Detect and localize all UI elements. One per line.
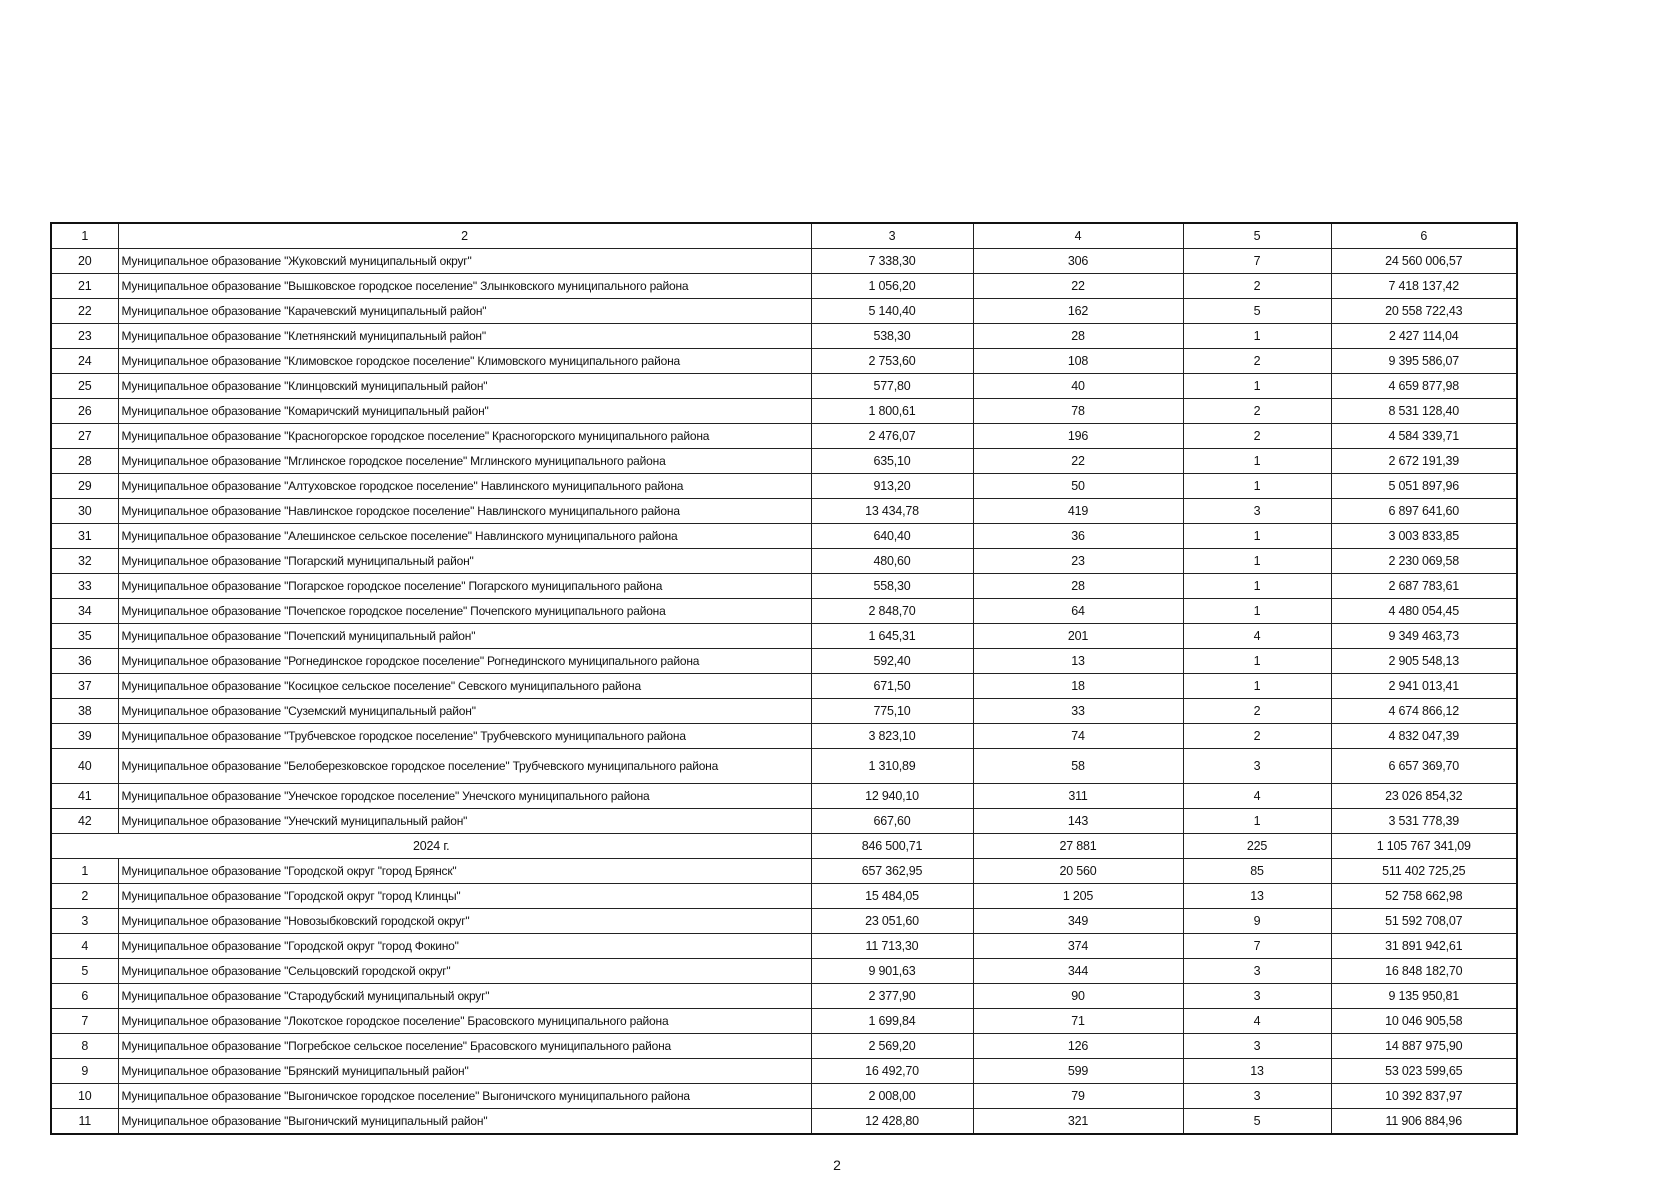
area-value: 1 310,89 bbox=[811, 749, 973, 784]
registry-table bbox=[50, 222, 1518, 1135]
area-value: 3 823,10 bbox=[811, 724, 973, 749]
amount-value: 52 758 662,98 bbox=[1331, 884, 1517, 909]
area-value: 12 428,80 bbox=[811, 1109, 973, 1135]
amount-value: 51 592 708,07 bbox=[1331, 909, 1517, 934]
residents-count: 22 bbox=[973, 274, 1183, 299]
municipality-name: Муниципальное образование "Городской округ "город Брянск" bbox=[118, 859, 811, 884]
header-cell-5: 5 bbox=[1183, 223, 1331, 249]
amount-value: 4 584 339,71 bbox=[1331, 424, 1517, 449]
amount-value: 7 418 137,42 bbox=[1331, 274, 1517, 299]
amount-value: 511 402 725,25 bbox=[1331, 859, 1517, 884]
amount-value: 3 003 833,85 bbox=[1331, 524, 1517, 549]
buildings-count: 3 bbox=[1183, 749, 1331, 784]
municipality-name: Муниципальное образование "Суземский муниципальный район" bbox=[118, 699, 811, 724]
buildings-count: 7 bbox=[1183, 934, 1331, 959]
residents-count: 90 bbox=[973, 984, 1183, 1009]
row-number: 7 bbox=[51, 1009, 118, 1034]
table-row bbox=[51, 1109, 1517, 1135]
municipality-name: Муниципальное образование "Вышковское городское поселение" Злынковского муниципального района bbox=[118, 274, 811, 299]
table-row bbox=[51, 749, 1517, 784]
residents-count: 143 bbox=[973, 809, 1183, 834]
buildings-count: 3 bbox=[1183, 959, 1331, 984]
residents-count: 108 bbox=[973, 349, 1183, 374]
residents-count: 28 bbox=[973, 574, 1183, 599]
buildings-count: 3 bbox=[1183, 1034, 1331, 1059]
row-number: 1 bbox=[51, 859, 118, 884]
area-value: 2 848,70 bbox=[811, 599, 973, 624]
buildings-count: 1 bbox=[1183, 474, 1331, 499]
buildings-count: 5 bbox=[1183, 299, 1331, 324]
area-value: 16 492,70 bbox=[811, 1059, 973, 1084]
header-cell-6: 6 bbox=[1331, 223, 1517, 249]
page-number: 2 bbox=[833, 1157, 841, 1173]
row-number: 40 bbox=[51, 749, 118, 784]
residents-count: 419 bbox=[973, 499, 1183, 524]
buildings-count: 1 bbox=[1183, 574, 1331, 599]
total-label: 2024 г. bbox=[51, 834, 811, 859]
area-value: 577,80 bbox=[811, 374, 973, 399]
residents-count: 74 bbox=[973, 724, 1183, 749]
buildings-count: 1 bbox=[1183, 549, 1331, 574]
table-row bbox=[51, 624, 1517, 649]
buildings-count: 5 bbox=[1183, 1109, 1331, 1135]
municipality-name: Муниципальное образование "Красногорское городское поселение" Красногорского муниципального района bbox=[118, 424, 811, 449]
municipality-name: Муниципальное образование "Белоберезковское городское поселение" Трубчевского муниципального района bbox=[118, 749, 811, 784]
municipality-name: Муниципальное образование "Стародубский муниципальный округ" bbox=[118, 984, 811, 1009]
area-value: 2 008,00 bbox=[811, 1084, 973, 1109]
row-number: 37 bbox=[51, 674, 118, 699]
table-row bbox=[51, 809, 1517, 834]
area-value: 7 338,30 bbox=[811, 249, 973, 274]
residents-count: 126 bbox=[973, 1034, 1183, 1059]
amount-value: 3 531 778,39 bbox=[1331, 809, 1517, 834]
buildings-count: 1 bbox=[1183, 524, 1331, 549]
municipality-name: Муниципальное образование "Алешинское сельское поселение" Навлинского муниципального района bbox=[118, 524, 811, 549]
municipality-name: Муниципальное образование "Трубчевское городское поселение" Трубчевского муниципального района bbox=[118, 724, 811, 749]
buildings-count: 2 bbox=[1183, 424, 1331, 449]
header-row bbox=[51, 223, 1517, 249]
municipality-name: Муниципальное образование "Локотское городское поселение" Брасовского муниципального района bbox=[118, 1009, 811, 1034]
amount-value: 5 051 897,96 bbox=[1331, 474, 1517, 499]
area-value: 2 753,60 bbox=[811, 349, 973, 374]
amount-value: 2 687 783,61 bbox=[1331, 574, 1517, 599]
amount-value: 20 558 722,43 bbox=[1331, 299, 1517, 324]
residents-count: 78 bbox=[973, 399, 1183, 424]
table-row bbox=[51, 274, 1517, 299]
municipality-name: Муниципальное образование "Почепское городское поселение" Почепского муниципального района bbox=[118, 599, 811, 624]
residents-count: 162 bbox=[973, 299, 1183, 324]
area-value: 671,50 bbox=[811, 674, 973, 699]
row-number: 5 bbox=[51, 959, 118, 984]
buildings-count: 2 bbox=[1183, 724, 1331, 749]
residents-count: 40 bbox=[973, 374, 1183, 399]
buildings-count: 1 bbox=[1183, 649, 1331, 674]
table-row bbox=[51, 249, 1517, 274]
header-cell-2: 2 bbox=[118, 223, 811, 249]
area-value: 913,20 bbox=[811, 474, 973, 499]
residents-count: 23 bbox=[973, 549, 1183, 574]
residents-count: 71 bbox=[973, 1009, 1183, 1034]
table-row bbox=[51, 599, 1517, 624]
buildings-count: 7 bbox=[1183, 249, 1331, 274]
municipality-name: Муниципальное образование "Унечское городское поселение" Унечского муниципального района bbox=[118, 784, 811, 809]
table-row bbox=[51, 884, 1517, 909]
municipality-name: Муниципальное образование "Городской округ "город Фокино" bbox=[118, 934, 811, 959]
total-residents: 27 881 bbox=[973, 834, 1183, 859]
municipality-name: Муниципальное образование "Унечский муниципальный район" bbox=[118, 809, 811, 834]
buildings-count: 13 bbox=[1183, 1059, 1331, 1084]
residents-count: 321 bbox=[973, 1109, 1183, 1135]
row-number: 27 bbox=[51, 424, 118, 449]
total-row-2024 bbox=[51, 834, 1517, 859]
municipality-name: Муниципальное образование "Рогнединское городское поселение" Рогнединского муниципального района bbox=[118, 649, 811, 674]
amount-value: 4 832 047,39 bbox=[1331, 724, 1517, 749]
table-row bbox=[51, 1009, 1517, 1034]
municipality-name: Муниципальное образование "Жуковский муниципальный округ" bbox=[118, 249, 811, 274]
row-number: 21 bbox=[51, 274, 118, 299]
row-number: 23 bbox=[51, 324, 118, 349]
row-number: 6 bbox=[51, 984, 118, 1009]
area-value: 635,10 bbox=[811, 449, 973, 474]
table-row bbox=[51, 474, 1517, 499]
buildings-count: 13 bbox=[1183, 884, 1331, 909]
table-row bbox=[51, 724, 1517, 749]
residents-count: 18 bbox=[973, 674, 1183, 699]
amount-value: 24 560 006,57 bbox=[1331, 249, 1517, 274]
registry-table-body bbox=[51, 223, 1517, 1134]
row-number: 11 bbox=[51, 1109, 118, 1135]
area-value: 13 434,78 bbox=[811, 499, 973, 524]
table-row bbox=[51, 399, 1517, 424]
total-buildings: 225 bbox=[1183, 834, 1331, 859]
municipality-name: Муниципальное образование "Городской округ "город Клинцы" bbox=[118, 884, 811, 909]
area-value: 9 901,63 bbox=[811, 959, 973, 984]
residents-count: 196 bbox=[973, 424, 1183, 449]
table-row bbox=[51, 499, 1517, 524]
row-number: 24 bbox=[51, 349, 118, 374]
row-number: 33 bbox=[51, 574, 118, 599]
area-value: 1 645,31 bbox=[811, 624, 973, 649]
table-row bbox=[51, 784, 1517, 809]
table-row bbox=[51, 1084, 1517, 1109]
buildings-count: 4 bbox=[1183, 624, 1331, 649]
table-row bbox=[51, 424, 1517, 449]
residents-count: 22 bbox=[973, 449, 1183, 474]
municipality-name: Муниципальное образование "Навлинское городское поселение" Навлинского муниципального района bbox=[118, 499, 811, 524]
municipality-name: Муниципальное образование "Карачевский муниципальный район" bbox=[118, 299, 811, 324]
row-number: 31 bbox=[51, 524, 118, 549]
table-row bbox=[51, 699, 1517, 724]
buildings-count: 2 bbox=[1183, 349, 1331, 374]
row-number: 2 bbox=[51, 884, 118, 909]
residents-count: 374 bbox=[973, 934, 1183, 959]
amount-value: 14 887 975,90 bbox=[1331, 1034, 1517, 1059]
buildings-count: 1 bbox=[1183, 374, 1331, 399]
header-cell-1: 1 bbox=[51, 223, 118, 249]
table-row bbox=[51, 549, 1517, 574]
buildings-count: 3 bbox=[1183, 984, 1331, 1009]
amount-value: 8 531 128,40 bbox=[1331, 399, 1517, 424]
buildings-count: 1 bbox=[1183, 599, 1331, 624]
municipality-name: Муниципальное образование "Новозыбковский городской округ" bbox=[118, 909, 811, 934]
row-number: 3 bbox=[51, 909, 118, 934]
row-number: 8 bbox=[51, 1034, 118, 1059]
area-value: 667,60 bbox=[811, 809, 973, 834]
area-value: 1 800,61 bbox=[811, 399, 973, 424]
row-number: 42 bbox=[51, 809, 118, 834]
buildings-count: 2 bbox=[1183, 274, 1331, 299]
municipality-name: Муниципальное образование "Погребское сельское поселение" Брасовского муниципального района bbox=[118, 1034, 811, 1059]
residents-count: 28 bbox=[973, 324, 1183, 349]
municipality-name: Муниципальное образование "Косицкое сельское поселение" Севского муниципального района bbox=[118, 674, 811, 699]
area-value: 1 056,20 bbox=[811, 274, 973, 299]
amount-value: 2 941 013,41 bbox=[1331, 674, 1517, 699]
table-row bbox=[51, 1059, 1517, 1084]
municipality-name: Муниципальное образование "Брянский муниципальный район" bbox=[118, 1059, 811, 1084]
amount-value: 10 392 837,97 bbox=[1331, 1084, 1517, 1109]
row-number: 29 bbox=[51, 474, 118, 499]
amount-value: 9 349 463,73 bbox=[1331, 624, 1517, 649]
area-value: 640,40 bbox=[811, 524, 973, 549]
table-row bbox=[51, 934, 1517, 959]
area-value: 480,60 bbox=[811, 549, 973, 574]
residents-count: 306 bbox=[973, 249, 1183, 274]
residents-count: 58 bbox=[973, 749, 1183, 784]
residents-count: 64 bbox=[973, 599, 1183, 624]
area-value: 2 377,90 bbox=[811, 984, 973, 1009]
buildings-count: 2 bbox=[1183, 699, 1331, 724]
amount-value: 2 230 069,58 bbox=[1331, 549, 1517, 574]
row-number: 38 bbox=[51, 699, 118, 724]
buildings-count: 4 bbox=[1183, 784, 1331, 809]
area-value: 15 484,05 bbox=[811, 884, 973, 909]
row-number: 30 bbox=[51, 499, 118, 524]
total-area: 846 500,71 bbox=[811, 834, 973, 859]
amount-value: 4 674 866,12 bbox=[1331, 699, 1517, 724]
municipality-name: Муниципальное образование "Климовское городское поселение" Климовского муниципального района bbox=[118, 349, 811, 374]
amount-value: 6 897 641,60 bbox=[1331, 499, 1517, 524]
amount-value: 31 891 942,61 bbox=[1331, 934, 1517, 959]
table-row bbox=[51, 1034, 1517, 1059]
row-number: 20 bbox=[51, 249, 118, 274]
area-value: 23 051,60 bbox=[811, 909, 973, 934]
table-row bbox=[51, 349, 1517, 374]
buildings-count: 1 bbox=[1183, 674, 1331, 699]
buildings-count: 85 bbox=[1183, 859, 1331, 884]
amount-value: 53 023 599,65 bbox=[1331, 1059, 1517, 1084]
table-row bbox=[51, 299, 1517, 324]
municipality-name: Муниципальное образование "Комаричский муниципальный район" bbox=[118, 399, 811, 424]
municipality-name: Муниципальное образование "Погарское городское поселение" Погарского муниципального района bbox=[118, 574, 811, 599]
area-value: 558,30 bbox=[811, 574, 973, 599]
residents-count: 1 205 bbox=[973, 884, 1183, 909]
area-value: 2 476,07 bbox=[811, 424, 973, 449]
buildings-count: 1 bbox=[1183, 324, 1331, 349]
amount-value: 2 905 548,13 bbox=[1331, 649, 1517, 674]
buildings-count: 4 bbox=[1183, 1009, 1331, 1034]
table-row bbox=[51, 449, 1517, 474]
area-value: 775,10 bbox=[811, 699, 973, 724]
row-number: 36 bbox=[51, 649, 118, 674]
municipality-name: Муниципальное образование "Мглинское городское поселение" Мглинского муниципального района bbox=[118, 449, 811, 474]
residents-count: 13 bbox=[973, 649, 1183, 674]
area-value: 12 940,10 bbox=[811, 784, 973, 809]
area-value: 1 699,84 bbox=[811, 1009, 973, 1034]
row-number: 41 bbox=[51, 784, 118, 809]
table-row bbox=[51, 324, 1517, 349]
municipality-name: Муниципальное образование "Выгоничское городское поселение" Выгоничского муниципального района bbox=[118, 1084, 811, 1109]
row-number: 9 bbox=[51, 1059, 118, 1084]
amount-value: 2 672 191,39 bbox=[1331, 449, 1517, 474]
area-value: 657 362,95 bbox=[811, 859, 973, 884]
amount-value: 11 906 884,96 bbox=[1331, 1109, 1517, 1135]
amount-value: 4 659 877,98 bbox=[1331, 374, 1517, 399]
row-number: 32 bbox=[51, 549, 118, 574]
amount-value: 6 657 369,70 bbox=[1331, 749, 1517, 784]
table-row bbox=[51, 674, 1517, 699]
municipality-name: Муниципальное образование "Выгоничский муниципальный район" bbox=[118, 1109, 811, 1135]
buildings-count: 9 bbox=[1183, 909, 1331, 934]
amount-value: 4 480 054,45 bbox=[1331, 599, 1517, 624]
row-number: 10 bbox=[51, 1084, 118, 1109]
total-amount: 1 105 767 341,09 bbox=[1331, 834, 1517, 859]
area-value: 538,30 bbox=[811, 324, 973, 349]
row-number: 22 bbox=[51, 299, 118, 324]
row-number: 39 bbox=[51, 724, 118, 749]
residents-count: 311 bbox=[973, 784, 1183, 809]
header-cell-4: 4 bbox=[973, 223, 1183, 249]
table-row bbox=[51, 859, 1517, 884]
residents-count: 36 bbox=[973, 524, 1183, 549]
residents-count: 50 bbox=[973, 474, 1183, 499]
row-number: 28 bbox=[51, 449, 118, 474]
row-number: 34 bbox=[51, 599, 118, 624]
municipality-name: Муниципальное образование "Клетнянский муниципальный район" bbox=[118, 324, 811, 349]
area-value: 592,40 bbox=[811, 649, 973, 674]
table-row bbox=[51, 524, 1517, 549]
buildings-count: 1 bbox=[1183, 449, 1331, 474]
residents-count: 349 bbox=[973, 909, 1183, 934]
amount-value: 9 135 950,81 bbox=[1331, 984, 1517, 1009]
table-row bbox=[51, 909, 1517, 934]
buildings-count: 1 bbox=[1183, 809, 1331, 834]
table-row bbox=[51, 959, 1517, 984]
area-value: 11 713,30 bbox=[811, 934, 973, 959]
table-row bbox=[51, 374, 1517, 399]
row-number: 26 bbox=[51, 399, 118, 424]
row-number: 35 bbox=[51, 624, 118, 649]
residents-count: 599 bbox=[973, 1059, 1183, 1084]
municipality-name: Муниципальное образование "Почепский муниципальный район" bbox=[118, 624, 811, 649]
residents-count: 79 bbox=[973, 1084, 1183, 1109]
buildings-count: 3 bbox=[1183, 499, 1331, 524]
amount-value: 9 395 586,07 bbox=[1331, 349, 1517, 374]
municipality-name: Муниципальное образование "Клинцовский муниципальный район" bbox=[118, 374, 811, 399]
amount-value: 23 026 854,32 bbox=[1331, 784, 1517, 809]
amount-value: 16 848 182,70 bbox=[1331, 959, 1517, 984]
area-value: 5 140,40 bbox=[811, 299, 973, 324]
amount-value: 10 046 905,58 bbox=[1331, 1009, 1517, 1034]
buildings-count: 2 bbox=[1183, 399, 1331, 424]
residents-count: 33 bbox=[973, 699, 1183, 724]
table-row bbox=[51, 984, 1517, 1009]
row-number: 25 bbox=[51, 374, 118, 399]
residents-count: 344 bbox=[973, 959, 1183, 984]
row-number: 4 bbox=[51, 934, 118, 959]
amount-value: 2 427 114,04 bbox=[1331, 324, 1517, 349]
municipality-name: Муниципальное образование "Погарский муниципальный район" bbox=[118, 549, 811, 574]
header-cell-3: 3 bbox=[811, 223, 973, 249]
residents-count: 20 560 bbox=[973, 859, 1183, 884]
table-row bbox=[51, 649, 1517, 674]
buildings-count: 3 bbox=[1183, 1084, 1331, 1109]
area-value: 2 569,20 bbox=[811, 1034, 973, 1059]
municipality-name: Муниципальное образование "Сельцовский городской округ" bbox=[118, 959, 811, 984]
residents-count: 201 bbox=[973, 624, 1183, 649]
municipality-name: Муниципальное образование "Алтуховское городское поселение" Навлинского муниципального района bbox=[118, 474, 811, 499]
table-row bbox=[51, 574, 1517, 599]
